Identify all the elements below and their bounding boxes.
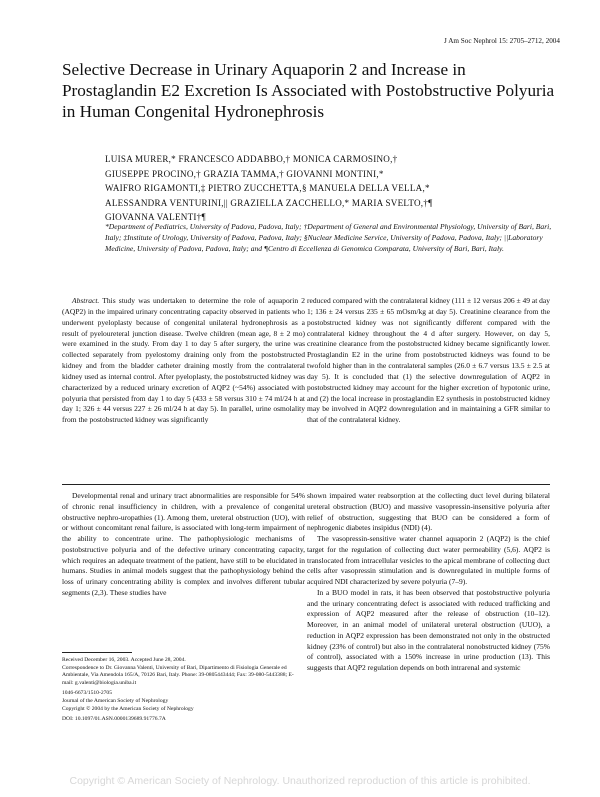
- author-line: WAIFRO RIGAMONTI,‡ PIETRO ZUCCHETTA,§ MANUELA DELLA VELLA,*: [105, 183, 430, 194]
- abstract-text: This study was undertaken to determine the role of aquaporin 2 (AQP2) in the impaired urinary concentrating capacity observed in patients who underwent pyeloplasty because of congenital unilateral hydronephrosis as a result of pyeloureteral junction disease. Twelve children (mean age, 8 ± 2 mo) were examined in the study. From day 1 to day 5 after surgery, the urine was collected separately from pyelostomy draining only from the postobstructed kidney and from the bladder catheter draining mostly from the contralateral kidney used as internal control. After pyeloplasty, the postobstructed kidney was characterized by a reduced urinary excretion of AQP2 (~54%) associated with polyuria that persisted from day 1 to day 5 (433 ± 58 versus 310 ± 74 ml/24 h at day 1; 326 ± 44 versus 227 ± 26 ml/24 h at day 5). In parallel, urine osmolality from the postobstructed kidney was significantly: [62, 296, 305, 425]
- journal-reference: J Am Soc Nephrol 15: 2705–2712, 2004: [444, 37, 560, 45]
- copyright-line: Copyright © 2004 by the American Society of Nephrology: [62, 705, 194, 712]
- abstract-left-column: [62, 296, 305, 426]
- body-paragraph: The vasopressin-sensitive water channel aquaporin 2 (AQP2) is the chief target for the regulation of collecting duct water permeability (5,6). AQP2 is translocated from intracellular vesicles to the apical membrane of collecting duct cells after vasopressin stimulation and is downregulated in multiple forms of acquired NDI characterized by severe polyuria (7–9).: [307, 534, 550, 586]
- correspondence: Correspondence to Dr. Giovanna Valenti, University of Bari, Dipartimento di Fisiologia Generale ed Ambientale, Via Amendola 165/A, 70126 Bari, Italy. Phone: 39-0805443444; Fax: 39-080-5443388; E-mail: g.valenti@biologia.uniba.it: [62, 664, 294, 686]
- body-paragraph: Developmental renal and urinary tract abnormalities are responsible for 54% of chronic renal insufficiency in children, with a prevalence of congenital obstructive nephro-uropathies (1). Among them, ureteral obstruction (UO), with or without concomitant renal failure, is associated with long-term impairment of the ability to concentrate urine. The pathophysiologic mechanisms of postobstructive polyuria and of the defective urinary concentrating capacity, which requires an adequate treatment of the patient, have still to be elucidated in humans. Studies in animal models suggest that the pathophysiology behind the loss of urinary concentrating ability is complex and involves different tubular segments (2,3). These studies have: [62, 491, 305, 597]
- body-paragraph: shown impaired water reabsorption at the collecting duct level during bilateral ureteral obstruction (BUO) and massive vasopressin-insensitive polyuria after relief of obstruction, suggesting that BUO can be considered a form of nephrogenic diabetes insipidus (NDI) (4).: [307, 491, 550, 533]
- abstract-right-column: reduced compared with the contralateral kidney (111 ± 12 versus 206 ± 49 at day 1; 136 ± 24 versus 235 ± 65 mOsm/kg at day 5). Creatinine clearance from the postobstructed kidney was not significantly different compared with the contralateral kidney throughout the 4 d after surgery. However, on day 5, creatinine clearance from the postobstructed kidney became significantly lower. Prostaglandin E2 in the urine from postobstructed kidneys was found to be twofold higher than in the contralateral samples (26.0 ± 6.7 versus 13.5 ± 2.5 at day 5). It is concluded that (1) the selective downregulation of AQP2 in postobstructed kidney may account for the higher excretion of hypotonic urine, and (2) the local increase in prostaglandin E2 synthesis in postobstructed kidney may be involved in AQP2 downregulation and in maintaining a GFR similar to that of the contralateral kidney.: [307, 296, 551, 425]
- footnote-divider: [62, 652, 132, 653]
- issn: 1046-6673/1510-2705: [62, 690, 113, 697]
- author-line: ALESSANDRA VENTURINI,|| GRAZIELLA ZACCHELLO,* MARIA SVELTO,†¶: [105, 197, 433, 208]
- body-paragraph: In a BUO model in rats, it has been observed that postobstructive polyuria and the urinary concentrating defect is associated with reduced trafficking and expression of AQP2 measured after the release of obstruction (10–12). Moreover, in an animal model of unilateral ureteral obstruction (UUO), a reduction in AQP2 expression has been demonstrated not only in the obstructed kidney (23% of control) but also in the contralateral nonobstructed kidney (75% of control), associated with a 150% increase in urine production (13). This suggests that AQP2 regulation depends on both intrarenal and systemic: [307, 587, 550, 672]
- abstract-label: Abstract.: [72, 296, 100, 305]
- author-line: LUISA MURER,* FRANCESCO ADDABBO,† MONICA CARMOSINO,†: [105, 154, 398, 164]
- article-title: Selective Decrease in Urinary Aquaporin 2 and Increase in Prostaglandin E2 Excretion Is Associated with Postobstructive Polyuria in Human Congenital Hydronephrosis: [62, 60, 555, 121]
- received-dates: Received December 16, 2003. Accepted June 28, 2004.: [62, 657, 186, 663]
- author-line: GIOVANNA VALENTI†¶: [105, 212, 206, 223]
- journal-name: Journal of the American Society of Nephrology: [62, 697, 169, 704]
- affiliations: *Department of Pediatrics, University of Padova, Padova, Italy; †Department of General and Environmental Physiology, University of Bari, Bari, Italy; ‡Institute of Urology, University of Padova, Padova, Italy; §Nuclear Medicine Service, University of Padova, Padova, Italy; ||Laboratory Medicine, University of Padova, Padova, Italy; and ¶Centro di Eccellenza di Genomica Comparata, University of Bari, Bari, Italy.: [105, 222, 552, 253]
- copyright-watermark: Copyright © American Society of Nephrology. Unauthorized reproduction of this article is prohibited.: [69, 775, 531, 787]
- author-list: [105, 152, 545, 225]
- body-right-column: [307, 491, 550, 674]
- doi: DOI: 10.1097/01.ASN.0000139689.91776.7A: [62, 716, 166, 723]
- body-left-column: [62, 491, 305, 599]
- author-line: GIUSEPPE PROCINO,† GRAZIA TAMMA,† GIOVANNI MONTINI,*: [105, 168, 384, 179]
- section-divider: [62, 484, 550, 485]
- footnotes: [62, 657, 302, 724]
